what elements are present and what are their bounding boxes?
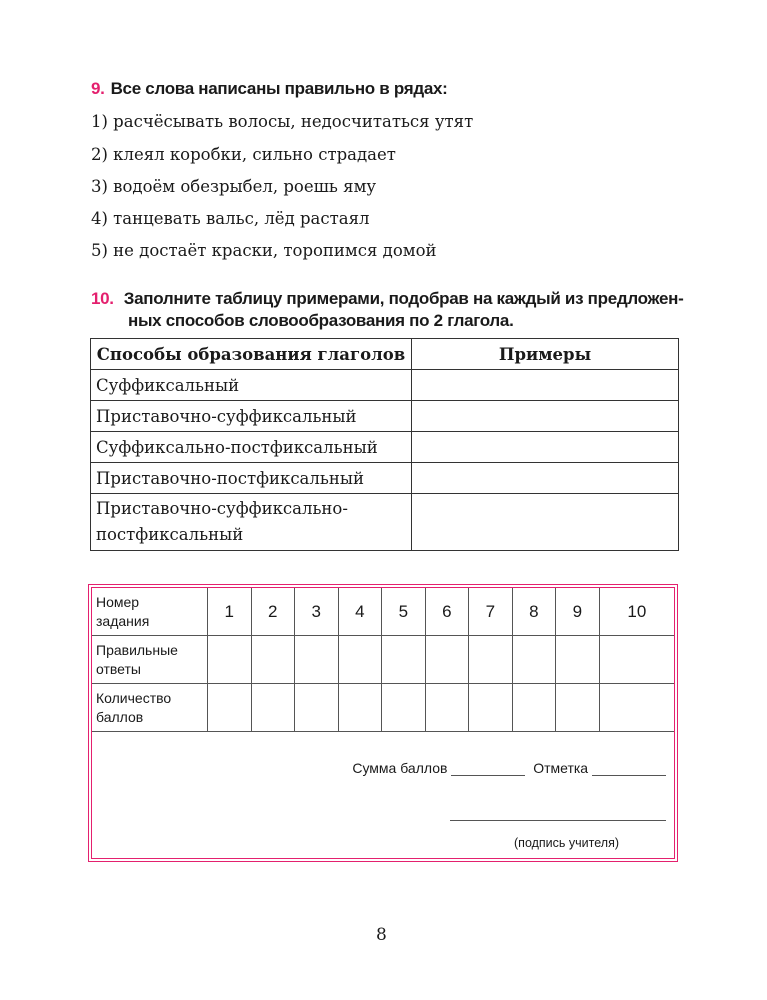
answer-cell[interactable] — [208, 636, 252, 684]
points-cell[interactable] — [556, 684, 600, 732]
sum-grade-line — [352, 760, 666, 776]
row-label-points — [92, 684, 208, 732]
table-row — [91, 370, 679, 401]
task-number-cell: 4 — [338, 588, 382, 636]
points-cell[interactable] — [295, 684, 339, 732]
points-cell[interactable] — [599, 684, 674, 732]
task-number-cell: 10 — [599, 588, 674, 636]
score-frame-inner — [91, 587, 675, 859]
points-cell[interactable] — [469, 684, 513, 732]
answer-cell[interactable] — [251, 636, 295, 684]
signature-blank[interactable] — [450, 820, 666, 821]
task-number-cell: 5 — [382, 588, 426, 636]
points-cell[interactable] — [338, 684, 382, 732]
task-number-cell: 7 — [469, 588, 513, 636]
question-10-title — [91, 288, 691, 332]
task-number-cell: 9 — [556, 588, 600, 636]
points-cell[interactable] — [251, 684, 295, 732]
method-cell-line2: постфиксальный — [96, 525, 244, 544]
grade-label: Отметка — [533, 760, 589, 776]
row-label-task-number — [92, 588, 208, 636]
word-formation-table — [90, 338, 679, 551]
method-cell: Приставочно-постфиксальный — [91, 463, 412, 494]
question-10-text-line1: Заполните таблицу примерами, подобрав на каждый из предложен- — [123, 289, 684, 308]
grade-blank[interactable] — [592, 761, 666, 776]
task-number-cell: 3 — [295, 588, 339, 636]
question-10-text-line2: ных способов словообразования по 2 глагола. — [128, 311, 514, 330]
score-frame — [88, 584, 678, 862]
header-methods: Способы образования глаголов — [91, 339, 412, 370]
row-label-line: баллов — [96, 708, 144, 725]
task-number-cell: 6 — [425, 588, 469, 636]
example-cell[interactable] — [412, 370, 679, 401]
table-row — [91, 494, 679, 551]
score-table — [92, 588, 674, 732]
answer-cell[interactable] — [469, 636, 513, 684]
points-cell[interactable] — [382, 684, 426, 732]
answer-cell[interactable] — [512, 636, 556, 684]
signature-label: (подпись учителя) — [514, 836, 619, 850]
method-cell: Приставочно-суффиксальный — [91, 401, 412, 432]
question-9-text: Все слова написаны правильно в рядах: — [110, 79, 448, 98]
row-label-correct-answers — [92, 636, 208, 684]
sum-blank[interactable] — [451, 761, 525, 776]
row-label-line: задания — [96, 612, 150, 629]
table-row — [91, 401, 679, 432]
points-row — [92, 684, 674, 732]
answer-cell[interactable] — [599, 636, 674, 684]
question-9-option-3: 3) водоём обезрыбел, роешь яму — [91, 177, 377, 196]
answer-cell[interactable] — [295, 636, 339, 684]
row-label-line: Номер — [96, 593, 140, 610]
row-label-line: ответы — [96, 660, 141, 677]
task-number-cell: 8 — [512, 588, 556, 636]
question-9-option-5: 5) не достаёт краски, торопимся домой — [91, 241, 437, 260]
example-cell[interactable] — [412, 494, 679, 551]
sum-label: Сумма баллов — [352, 760, 448, 776]
table-header-row — [91, 339, 679, 370]
row-label-line: Правильные — [96, 641, 178, 658]
header-examples: Примеры — [412, 339, 679, 370]
question-9-title — [91, 79, 448, 99]
answer-cell[interactable] — [425, 636, 469, 684]
method-cell: Суффиксально-постфиксальный — [91, 432, 412, 463]
answer-cell[interactable] — [382, 636, 426, 684]
table-row — [91, 432, 679, 463]
method-cell-line1: Приставочно-суффиксально- — [96, 499, 348, 518]
example-cell[interactable] — [412, 432, 679, 463]
task-number-cell: 1 — [208, 588, 252, 636]
page-number: 8 — [376, 925, 387, 945]
method-cell: Суффиксальный — [91, 370, 412, 401]
question-9-option-4: 4) танцевать вальс, лёд растаял — [91, 209, 370, 228]
example-cell[interactable] — [412, 401, 679, 432]
answer-cell[interactable] — [338, 636, 382, 684]
task-number-row — [92, 588, 674, 636]
answer-cell[interactable] — [556, 636, 600, 684]
question-9-option-2: 2) клеял коробки, сильно страдает — [91, 145, 396, 164]
question-9-number: 9. — [91, 79, 105, 98]
task-number-cell: 2 — [251, 588, 295, 636]
table-row — [91, 463, 679, 494]
example-cell[interactable] — [412, 463, 679, 494]
question-10-number: 10. — [91, 289, 114, 308]
points-cell[interactable] — [425, 684, 469, 732]
correct-answers-row — [92, 636, 674, 684]
points-cell[interactable] — [512, 684, 556, 732]
row-label-line: Количество — [96, 689, 172, 706]
question-9-option-1: 1) расчёсывать волосы, недосчитаться утят — [91, 112, 474, 131]
points-cell[interactable] — [208, 684, 252, 732]
method-cell — [91, 494, 412, 551]
